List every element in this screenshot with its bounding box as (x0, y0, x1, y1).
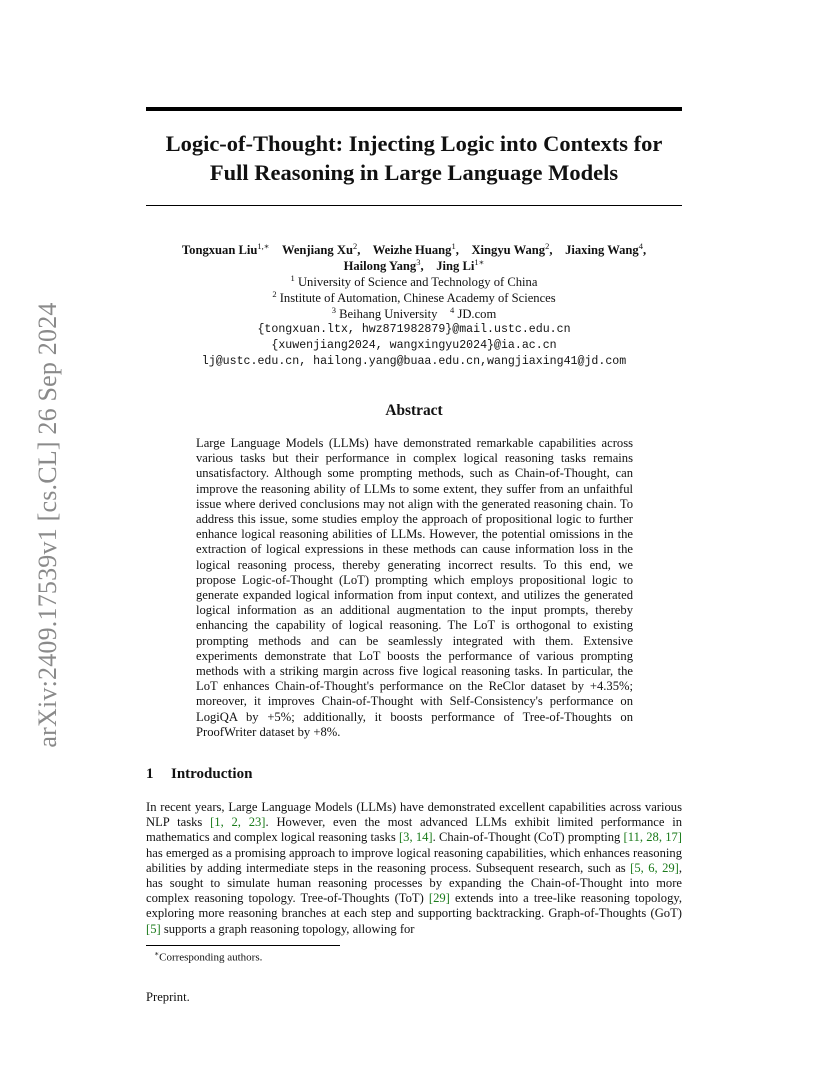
citation-link[interactable]: [5] (146, 921, 161, 936)
citation-link[interactable]: [3, 14] (398, 830, 433, 845)
intro-text: , has sought to simulate human reasoning processes by expanding the Chain-of-Thought into more complex reasoning topology. Tree-of-Thoughts (ToT) (146, 860, 683, 906)
affiliation-text: Beihang University (339, 307, 438, 321)
affiliation-text: Institute of Automation, Chinese Academy of Sciences (279, 291, 556, 305)
section-number: 1 (146, 766, 154, 782)
email-line[interactable]: {tongxuan.ltx, hwz871982879}@mail.ustc.edu.cn (257, 323, 571, 336)
email-line[interactable]: lj@ustc.edu.cn, hailong.yang@buaa.edu.cn,wangjiaxing41@jd.com (201, 355, 627, 368)
author-affiliation-mark: 4 (638, 240, 643, 251)
affiliation-3-4 (146, 306, 682, 322)
affiliation-number: 3 (331, 304, 336, 315)
author-block (146, 242, 682, 370)
footnote-mark: ∗ (154, 949, 160, 958)
author-name: Xingyu Wang (471, 243, 546, 257)
author-list: Tongxuan Liu$^{1,∗}$ Wenjiang Xu$^2$, Weizhe Huang$^1$, Xingyu Wang$^2$, Jiaxing Wang$^4$, Hailong Yang$^3$, Jing $Li^{1∗}$ (181, 240, 647, 273)
title-line-1: Logic-of-Thought: Injecting Logic into Contexts for (165, 131, 663, 156)
intro-text: supports a graph reasoning topology, allowing for (160, 921, 415, 936)
affiliation-number: 1 (290, 272, 295, 283)
intro-text: has emerged as a promising approach to improve logical reasoning capabilities, which enhances reasoning abilities by adding intermediate steps in the reasoning process. Subsequent research, such as (146, 845, 682, 875)
arxiv-sidebar (28, 290, 68, 760)
author-name: Jiaxing Wang (565, 243, 639, 257)
title-top-rule (146, 107, 682, 111)
citation-link[interactable]: [11, 28, 17] (623, 830, 682, 845)
affiliation-2 (146, 290, 682, 306)
author-affiliation-mark: 2 (352, 240, 358, 251)
affiliation-number: 2 (272, 288, 277, 299)
intro-text: In recent years, Large Language Models (LLMs) have demonstrated excellent capabilities across various NLP tasks (146, 800, 682, 830)
author-affiliation-mark: 1 (451, 240, 456, 251)
author-affiliation-mark: 1∗ (474, 256, 485, 267)
section-heading (146, 766, 252, 783)
affiliation-text: University of Science and Technology of China (297, 275, 538, 289)
footnote-rule (146, 945, 340, 946)
title-line-2: Full Reasoning in Large Language Models (209, 160, 619, 185)
intro-text: extends into a tree-like reasoning topology, exploring more reasoning branches at each step and supporting backtracking. Graph-of-Thoughts (GoT) (146, 891, 683, 921)
abstract-heading: Abstract (385, 402, 443, 419)
arxiv-id: arXiv:2409.17539v1 [cs.CL] 26 Sep 2024 (33, 302, 62, 748)
section-title: Introduction (171, 766, 253, 782)
paper-title (146, 129, 682, 187)
author-name: Jing Li (436, 259, 475, 273)
author-affiliation-mark: 1,∗ (257, 240, 270, 251)
abstract-text: Large Language Models (LLMs) have demonstrated remarkable capabilities across various tasks but their performance in complex logical reasoning tasks remains unsatisfactory. Although some prompting methods, such as Chain-of-Thought, can improve the reasoning ability of LLMs to some extent, they suffer from an unfaithful issue where derived conclusions may not align with the generated reasoning chain. To address this issue, some studies employ the approach of propositional logic to further enhance logical reasoning abilities of LLMs. However, the potential omissions in the extraction of logical expressions in these methods can cause information loss in the logical reasoning process, thereby generating incorrect results. To this end, we propose Logic-of-Thought (LoT) prompting which employs propositional logic to generate expanded logical information from input context, and utilizes the generated logical information as an additional augmentation to the input prompts, thereby enhancing the capability of logical reasoning. The LoT is orthogonal to existing prompting methods and can be seamlessly integrated with them. Extensive experiments demonstrate that LoT boosts the performance of various prompting methods with a striking margin across five logical reasoning tasks. In particular, the LoT enhances Chain-of-Thought's performance on the ReClor dataset by +4.35%; moreover, it improves Chain-of-Thought with Self-Consistency's performance on LogiQA by +5%; additionally, it boosts performance of Tree-of-Thoughts on ProofWriter dataset by +8%. (196, 436, 633, 739)
author-name: Wenjiang Xu (281, 243, 353, 257)
intro-text: . Chain-of-Thought (CoT) prompting (432, 830, 624, 845)
intro-text: . However, even the most advanced LLMs exhibit limited performance in mathematics and complex logical reasoning tasks (146, 815, 683, 845)
citation-link[interactable]: [5, 6, 29] (630, 860, 679, 875)
author-name: Weizhe Huang (372, 243, 452, 257)
author-name: Tongxuan Liu (181, 243, 258, 257)
author-name: Hailong Yang (343, 259, 417, 273)
footnote (154, 949, 262, 964)
affiliation-number: 4 (450, 304, 455, 315)
affiliation-text: JD.com (457, 307, 497, 321)
title-bottom-rule (146, 205, 682, 206)
footnote-text: Corresponding authors. (159, 951, 263, 964)
author-affiliation-mark: 3 (416, 256, 421, 267)
email-line[interactable]: {xuwenjiang2024, wangxingyu2024}@ia.ac.cn (271, 339, 557, 352)
author-affiliation-mark: 2 (545, 240, 550, 251)
citation-link[interactable]: [1, 2, 23] (210, 815, 266, 830)
introduction-paragraph (146, 800, 682, 937)
affiliation-1 (146, 274, 682, 290)
citation-link[interactable]: [29] (428, 891, 450, 906)
preprint-label: Preprint. (146, 990, 190, 1004)
